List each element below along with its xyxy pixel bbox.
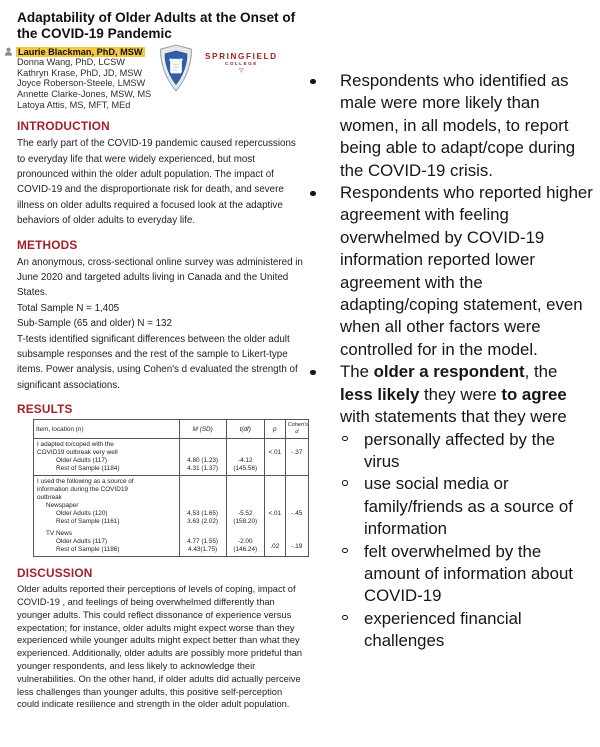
m-sd-cell: 4.53 (1.65) 3.63 (2.02) (179, 476, 226, 529)
person-icon (4, 47, 13, 56)
author-highlighted: Laurie Blackman, PhD, MSW (18, 46, 143, 57)
p-cell: .02 (265, 528, 286, 557)
logo-line2: COLLEGE (224, 62, 258, 67)
table-row-info-source-newspaper (34, 476, 309, 529)
col-header-cohens-d: Cohen's d (285, 420, 308, 439)
table-row-adapted-coped (34, 439, 309, 476)
t-df-cell: -4.12 (145.56) (226, 439, 265, 476)
sub-finding-text: felt overwhelmed by the amount of information about COVID-19 (364, 541, 573, 606)
circle-bullet-icon (340, 608, 364, 653)
list-item (306, 608, 594, 653)
methods-total-sample: Total Sample N = 1,405 (17, 302, 120, 314)
left-column (17, 10, 308, 711)
key-findings-column (306, 70, 594, 653)
col-header-item: Item, location (n) (34, 420, 180, 439)
springfield-college-logo (157, 44, 278, 92)
methods-paragraph: T-tests identified significant differences between the older adult subsample responses and the rest of the sample to Likert-type items. Power analysis, using Cohen's d evaluated the strength of significant associations. (17, 333, 298, 391)
list-item (306, 473, 594, 540)
cohens-d-cell: -.37 (285, 439, 308, 476)
list-item (306, 182, 594, 361)
logo-triangle-icon: ▽ (239, 68, 244, 74)
p-cell: <.01 (265, 476, 286, 529)
finding-text: The older a respondent, the less likely they were to agree with statements that they were (340, 362, 567, 427)
p-cell: <.01 (265, 439, 286, 476)
circle-bullet-icon (340, 429, 364, 474)
list-item (306, 361, 594, 428)
author: Kathryn Krase, PhD, JD, MSW (17, 67, 143, 78)
sub-finding-text: use social media or family/friends as a source of information (364, 474, 573, 539)
author: Joyce Roberson-Steele, LMSW (17, 78, 146, 89)
sub-finding-text: experienced financial challenges (364, 608, 522, 651)
item-cell: TV News Older Adults (117) Rest of Sample (1186) (34, 528, 180, 557)
section-heading-discussion: DISCUSSION (17, 566, 93, 581)
author: Annette Clarke-Jones, MSW, MS (17, 89, 152, 99)
finding-text: Respondents who reported higher agreement with feeling overwhelmed by COVID-19 information reported lower agreement with the adapting/coping statement, even when all other factors were controlled for in the model. (340, 183, 593, 359)
bullet-icon (306, 182, 340, 361)
list-item (306, 70, 594, 182)
author: Donna Wang, PhD, LCSW (17, 57, 125, 68)
bullet-icon (306, 70, 340, 182)
bullet-icon (306, 361, 340, 428)
table-row-tv-news (34, 528, 309, 557)
discussion-text: Older adults reported their perceptions of levels of coping, impact of COVID-19 , and feelings of being overwhelmed differently than younger adults. This could reflect dissonance of experience versus expectation; for instance, older adults might expect worse than they experienced while younger adults might expect better than what they experienced. Additionally, older adults are possibly more prideful than younger respondents, and less likely to acknowledge their vulnerabilities. On the other hand, if older adults did actually perceive less challenges than younger adults, this positive self-perception could indicate resilience and strength in the older adult population. (17, 584, 303, 710)
item-cell: I used the following as a source of information during the COVID19 outbreak Newspaper Older Adults (120) Rest of Sample (1161) (34, 476, 180, 529)
cohens-d-cell: -.45 (285, 476, 308, 529)
col-header-t-df: t(df) (226, 420, 265, 439)
m-sd-cell: 4.80 (1.23) 4.31 (1.37) (179, 439, 226, 476)
logo-line1: SPRINGFIELD (205, 52, 278, 61)
sub-finding-text: personally affected by the virus (364, 429, 555, 471)
introduction-text: The early part of the COVID-19 pandemic caused repercussions to everyday life that were widely experienced, but most pronounced within the older adult population. The impact of COVID-19 and the disproportionate risk for death, and severe illness on older adults required a focused look at the adaptive behaviors of older adults to everyday life. (17, 138, 296, 227)
logo-wordmark (205, 52, 278, 74)
m-sd-cell: 4.77 (1.55) 4.43(1.75) (179, 528, 226, 557)
t-df-cell: -2.00 (146.24) (226, 528, 265, 557)
section-heading-introduction: INTRODUCTION (17, 119, 110, 134)
col-header-m-sd: M (SD) (179, 420, 226, 439)
results-table (33, 419, 309, 557)
results-table-header-row (34, 420, 309, 439)
cohens-d-cell: -.19 (285, 528, 308, 557)
circle-bullet-icon (340, 541, 364, 608)
item-cell: I adapted to/coped with the COVID19 outbreak very well Older Adults (117) Rest of Sample (1184) (34, 439, 180, 476)
methods-paragraph: An anonymous, cross-sectional online survey was administered in June 2020 and targeted adults living in Canada and the United States. (17, 256, 303, 299)
poster-title: Adaptability of Older Adults at the Onset of the COVID-19 Pandemic (17, 10, 296, 42)
author: Latoya Attis, MS, MFT, MEd (17, 99, 131, 110)
circle-bullet-icon (340, 473, 364, 540)
shield-icon (157, 44, 195, 92)
finding-text: Respondents who identified as male were more likely than women, in all models, to report being able to adapt/cope during the COVID-19 crisis. (340, 71, 576, 180)
section-heading-results: RESULTS (17, 402, 73, 417)
t-df-cell: -5.52 (158.20) (226, 476, 265, 529)
list-item (306, 429, 594, 474)
col-header-p: p (265, 420, 286, 439)
section-heading-methods: METHODS (17, 237, 78, 252)
methods-sub-sample: Sub-Sample (65 and older) N = 132 (17, 318, 172, 330)
list-item (306, 541, 594, 608)
